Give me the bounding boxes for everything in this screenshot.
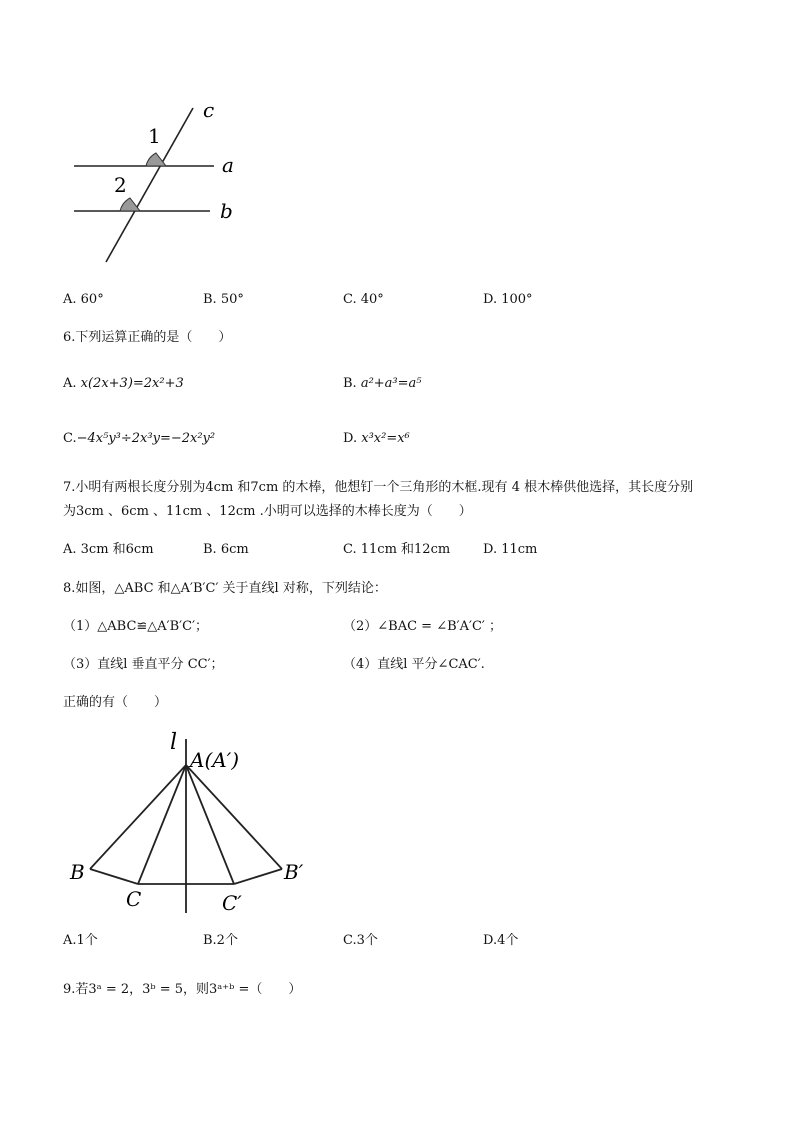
segment-AB-prime [186,765,282,869]
label-a: a [222,153,234,177]
label-A: A(A′) [190,748,240,772]
q7-stem-line2: 为3cm 、6cm 、11cm 、12cm .小明可以选择的木棒长度为（ ） [63,504,472,519]
q8-option-a: A.1个 [63,933,98,948]
q6-option-d [343,430,410,448]
label-C: C [126,887,142,911]
q8-option-d: D.4个 [483,933,519,948]
label-C-prime: C′ [222,891,242,915]
label-B: B [70,860,85,884]
q8-stem: 8.如图，△ABC 和△A′B′C′ 关于直线l 对称，下列结论： [63,581,387,596]
angle-2-mark [120,198,140,211]
q6-option-d-expr: x³x²=x⁶ [361,431,410,446]
label-c: c [203,98,215,122]
q7-option-c: C. 11cm 和12cm [343,542,451,557]
q8-option-b: B.2个 [203,933,238,948]
q5-option-a: A. 60° [63,292,104,307]
segment-AC [138,765,186,884]
q6-option-a-expr: x(2x+3)=2x²+3 [80,376,184,391]
segment-AB [90,765,186,869]
parallel-lines-figure [60,95,260,270]
q6-stem: 6.下列运算正确的是（ ） [63,330,232,345]
q8-option-c: C.3个 [343,933,378,948]
q6-option-c [63,430,215,448]
label-l: l [170,730,178,755]
q7-option-d: D. 11cm [483,542,538,557]
q7-option-a: A. 3cm 和6cm [63,542,154,557]
q8-statement-3: （3）直线l 垂直平分 CC′； [63,657,224,672]
label-b: b [220,199,233,223]
label-1: 1 [148,124,161,148]
q8-statement-1: （1）△ABC≌△A′B′C′； [63,619,209,634]
q5-option-c: C. 40° [343,292,384,307]
q6-option-c-prefix: C. [63,431,77,446]
q8-question: 正确的有（ ） [63,695,168,710]
q6-option-b-prefix: B. [343,376,361,391]
q6-option-a-prefix: A. [63,376,81,391]
segment-C-prime-B-prime [234,869,282,884]
q8-statement-2: （2）∠BAC = ∠B′A′C′ ； [343,619,502,634]
label-B-prime: B′ [284,860,304,884]
q6-option-b [343,375,422,393]
q6-option-c-expr: −4x⁵y³÷2x³y=−2x²y² [76,431,216,446]
q5-option-b: B. 50° [203,292,244,307]
q9-stem: 9.若3ᵃ = 2，3ᵇ = 5，则3ᵃ⁺ᵇ =（ ） [63,982,302,997]
q7-option-b: B. 6cm [203,542,249,557]
q7-stem-line1: 7.小明有两根长度分别为4cm 和7cm 的木棒，他想钉一个三角形的木框.现有 4 根木棒供他选择，其长度分别 [63,480,694,495]
q6-option-b-expr: a²+a³=a⁵ [360,376,422,391]
q8-statement-4: （4）直线l 平分∠CAC′. [343,657,485,672]
symmetric-triangles-figure [60,725,320,920]
segment-AC-prime [186,765,234,884]
segment-BC [90,869,138,884]
label-2: 2 [114,173,127,197]
q5-option-d: D. 100° [483,292,533,307]
q6-option-a [63,375,184,393]
q6-option-d-prefix: D. [343,431,362,446]
